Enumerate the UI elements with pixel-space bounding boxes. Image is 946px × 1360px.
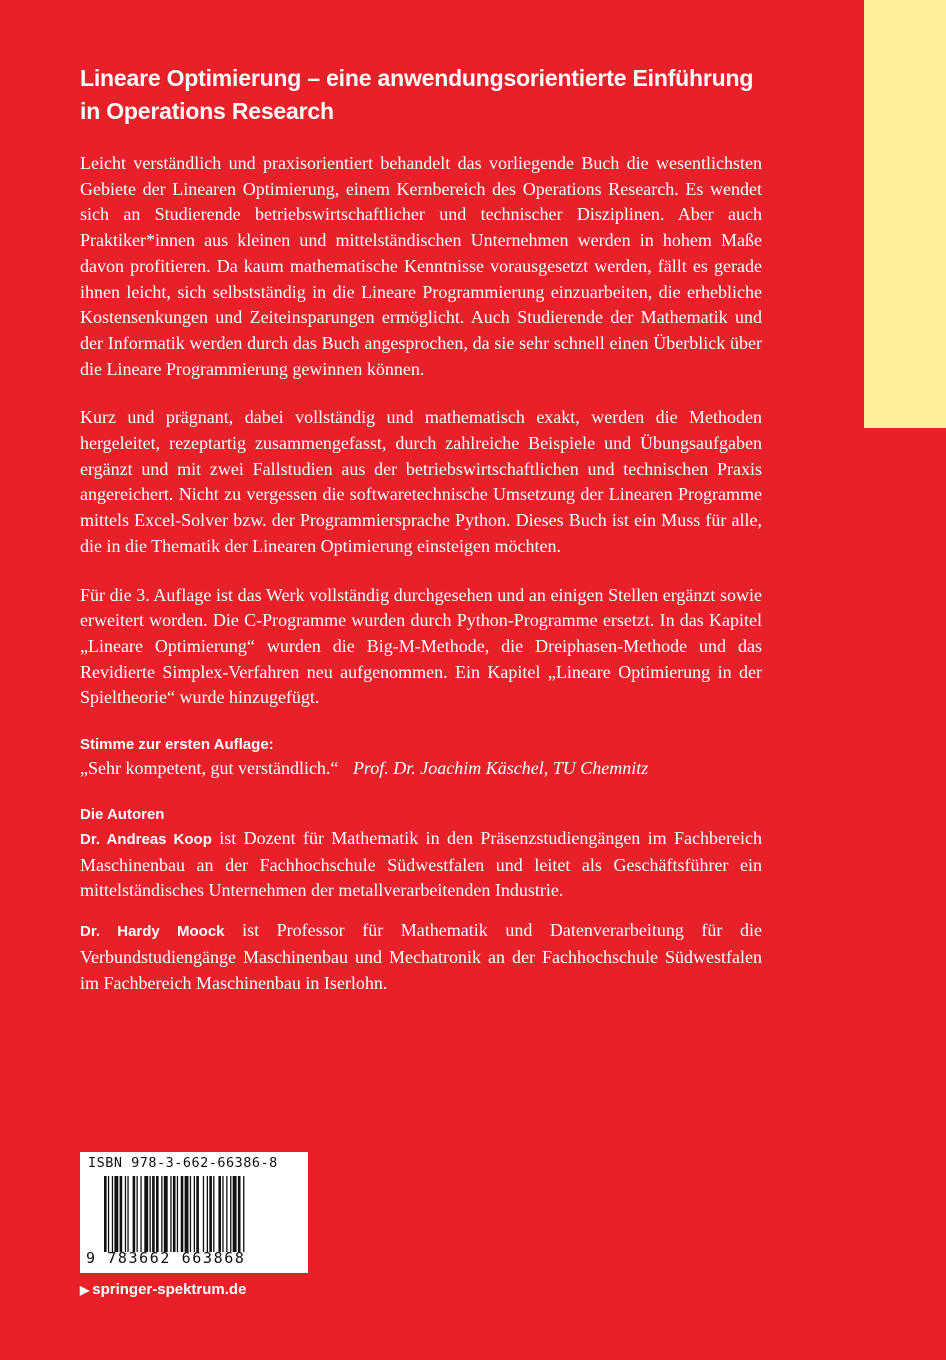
barcode-bar [164, 1176, 168, 1252]
triangle-right-icon: ▶ [80, 1283, 90, 1297]
barcode-bar [114, 1176, 118, 1252]
review-quote-line [80, 756, 762, 781]
barcode-bar [127, 1176, 128, 1252]
barcode-bar [104, 1176, 107, 1252]
description-paragraph-1: Leicht verständlich und praxisorientiert behandelt das vorliegende Buch die wesentlichsten Gebiete der Linearen Optimierung, einem Kernbereich des Operations Research. Es wendet sich an Studierende betriebswirtschaftlicher und technischer Disziplinen. Aber auch Praktiker*innen aus kleinen und mittelständischen Unternehmen werden in hohem Maße davon profitieren. Da kaum mathematische Kenntnisse vorausgesetzt werden, fällt es gerade ihnen leicht, sich selbstständig in die Lineare Programmierung einzuarbeiten, die erhebliche Kostensenkungen und Zeiteinsparungen ermöglicht. Auch Studierende der Mathematik und der Informatik werden durch das Buch angesprochen, da sie sehr schnell einen Überblick über die Lineare Programmierung gewinnen können. [80, 153, 762, 379]
barcode-bar [170, 1176, 171, 1252]
authors-heading: Die Autoren [80, 806, 165, 824]
review-section [80, 734, 762, 781]
barcode-bar [203, 1176, 204, 1252]
barcode-bar [177, 1176, 178, 1252]
barcode-bar [140, 1176, 141, 1252]
barcode-bar [133, 1176, 136, 1252]
barcode-bar [222, 1176, 223, 1252]
barcode-bar [120, 1176, 123, 1252]
review-author: Prof. Dr. Joachim Käschel, TU Chemnitz [352, 758, 649, 779]
barcode-bar [233, 1176, 237, 1252]
barcode-bar [230, 1176, 231, 1252]
barcode-bar [156, 1176, 159, 1252]
barcode-bar [181, 1176, 184, 1252]
barcode-bar [161, 1176, 162, 1252]
barcode-bar [194, 1176, 195, 1252]
author-entry-koop [80, 826, 762, 904]
author-bio: ist Dozent für Mathematik in den Präsenzstudiengängen im Fachbereich Maschinenbau an der Fachhochschule Südwestfalen und leitet als Geschäftsführer ein mittelständisches Unternehmen der metallverarbeitenden Industrie. [80, 828, 762, 901]
book-title: Lineare Optimierung – eine anwendungsorientierte Einführung in Operations Research [80, 65, 754, 124]
yellow-accent-tab [864, 0, 946, 428]
barcode-bar [144, 1176, 148, 1252]
barcode-bar [190, 1176, 191, 1252]
back-cover-text [80, 62, 762, 1019]
barcode-bar [209, 1176, 212, 1252]
barcode-bar [152, 1176, 155, 1252]
barcode-bar [150, 1176, 151, 1252]
barcode-bar [125, 1176, 126, 1252]
barcode-bar [185, 1176, 189, 1252]
barcode-bar [243, 1176, 244, 1252]
authors-section [80, 804, 762, 996]
barcode-bar [207, 1176, 208, 1252]
author-bio: ist Professor für Mathematik und Datenverarbeitung für die Verbundstudiengänge Maschinenbau und Mechatronik an der Fachhochschule Südwestfalen im Fachbereich Maschinenbau in Iserlohn. [80, 920, 762, 993]
barcode-bar [108, 1176, 109, 1252]
barcode-bar [238, 1176, 241, 1252]
barcode-bar [213, 1176, 214, 1252]
description-paragraph-2: Kurz und prägnant, dabei vollständig und mathematisch exakt, werden die Methoden hergeleitet, rezeptartig zusammengefasst, durch zahlreiche Beispiele und Übungsaufgaben ergänzt und mit zwei Fallstudien aus der betriebswirtschaftlichen und technischen Praxis angereichert. Nicht zu vergessen die softwaretechnische Umsetzung der Linearen Programme mittels Excel-Solver bzw. der Programmiersprache Python. Dieses Buch ist ein Muss für alle, die in die Thematik der Linearen Optimierung einsteigen möchten. [80, 407, 762, 556]
barcode-bar [226, 1176, 227, 1252]
barcode-bar [173, 1176, 176, 1252]
publisher-url: springer-spektrum.de [92, 1281, 247, 1298]
isbn-barcode [80, 1152, 308, 1273]
barcode-digits: 9 783662 663868 [86, 1249, 246, 1267]
author-entry-moock [80, 918, 762, 996]
isbn-number: ISBN 978-3-662-66386-8 [88, 1155, 278, 1171]
author-name: Dr. Andreas Koop [80, 831, 212, 849]
author-name: Dr. Hardy Moock [80, 923, 225, 941]
barcode-bars [104, 1176, 290, 1252]
review-quote: „Sehr kompetent, gut verständlich.“ [80, 758, 339, 779]
barcode-bar [112, 1176, 113, 1252]
review-heading: Stimme zur ersten Auflage: [80, 736, 274, 754]
barcode-bar [137, 1176, 138, 1252]
barcode-bar [218, 1176, 221, 1252]
barcode-bar [196, 1176, 199, 1252]
description-paragraph-3: Für die 3. Auflage ist das Werk vollständig durchgesehen und an einigen Stellen ergänzt sowie erweitert worden. Die C-Programme wurden durch Python-Programme ersetzt. In das Kapitel „Lineare Optimierung“ wurden die Big-M-Methode, die Dreiphasen-Methode und das Revidierte Simplex-Verfahren neu aufgenommen. Ein Kapitel „Lineare Optimierung in der Spieltheorie“ wurde hinzugefügt. [80, 584, 762, 708]
publisher-link[interactable] [80, 1281, 246, 1298]
